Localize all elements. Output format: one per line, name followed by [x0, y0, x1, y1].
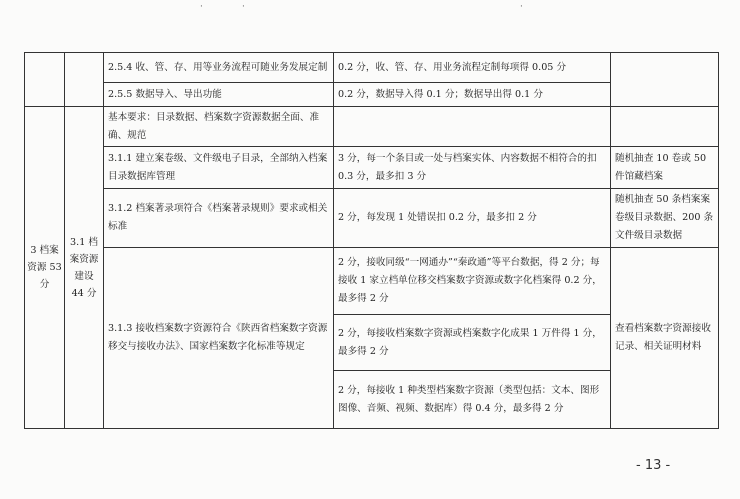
scoring-cell: 0.2 分，数据导入得 0.1 分；数据导出得 0.1 分 — [334, 83, 611, 107]
subcategory-cell-prev — [65, 53, 104, 107]
item-cell: 3.1.1 建立案卷级、文件级电子目录，全部纳入档案目录数据库管理 — [104, 147, 334, 189]
table-row — [25, 248, 719, 315]
item-cell: 3.1.3 接收档案数字资源符合《陕西省档案数字资源移交与接收办法》、国家档案数字化标准等规定 — [104, 248, 334, 429]
table-row — [25, 107, 719, 147]
scan-dot: · — [200, 2, 203, 12]
table-row — [25, 189, 719, 248]
scoring-cell: 0.2 分，收、管、存、用业务流程定制每项得 0.05 分 — [334, 53, 611, 83]
scoring-cell: 2 分，每发现 1 处错误扣 0.2 分，最多扣 2 分 — [334, 189, 611, 248]
item-cell: 3.1.2 档案著录项符合《档案著录规则》要求或相关标准 — [104, 189, 334, 248]
page-number: - 13 - — [636, 458, 671, 473]
item-cell: 2.5.4 收、管、存、用等业务流程可随业务发展定制 — [104, 53, 334, 83]
method-cell-prev — [611, 53, 719, 107]
basic-requirement-cell: 基本要求：目录数据、档案数字资源数据全面、准确、规范 — [104, 107, 334, 147]
scoring-cell: 2 分，每接收档案数字资源或档案数字化成果 1 万件得 1 分，最多得 2 分 — [334, 315, 611, 371]
item-cell: 2.5.5 数据导入、导出功能 — [104, 83, 334, 107]
method-cell: 随机抽查 10 卷或 50 件馆藏档案 — [611, 147, 719, 189]
scan-dot: · — [520, 2, 523, 12]
scoring-cell — [334, 107, 611, 147]
method-cell: 随机抽查 50 条档案案卷级目录数据、200 条文件级目录数据 — [611, 189, 719, 248]
evaluation-table — [24, 52, 719, 429]
method-cell — [611, 107, 719, 147]
subcategory-cell: 3.1 档案资源建设 44 分 — [65, 107, 104, 429]
table-row — [25, 147, 719, 189]
scoring-cell: 3 分，每一个条目或一处与档案实体、内容数据不相符合的扣 0.3 分，最多扣 3 分 — [334, 147, 611, 189]
scoring-cell: 2 分，每接收 1 种类型档案数字资源（类型包括：文本、图形图像、音频、视频、数据库）得 0.4 分，最多得 2 分 — [334, 371, 611, 429]
method-cell: 查看档案数字资源接收记录、相关证明材料 — [611, 248, 719, 429]
table-row — [25, 53, 719, 83]
scoring-cell: 2 分，接收同级“一网通办”“秦政通”等平台数据，得 2 分；每接收 1 家立档单位移交档案数字资源或数字化档案得 0.2 分，最多得 2 分 — [334, 248, 611, 315]
scan-dot: · — [242, 2, 245, 12]
category-cell: 3 档案资源 53 分 — [25, 107, 65, 429]
category-cell-prev — [25, 53, 65, 107]
